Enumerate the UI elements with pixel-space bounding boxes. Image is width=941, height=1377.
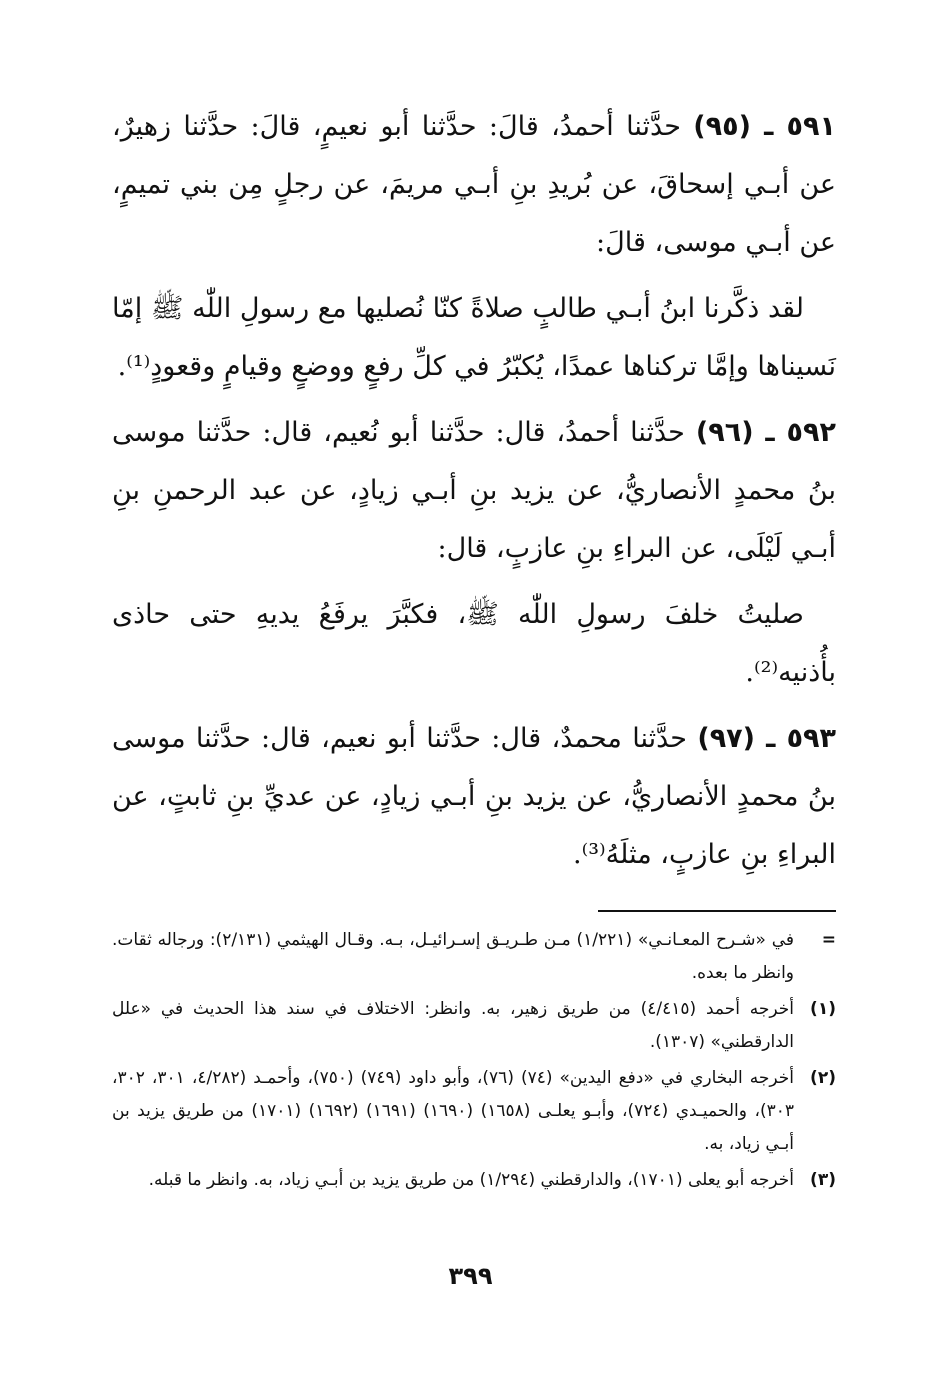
hadith-number: ٥٩٢ ـ (٩٦): [695, 417, 836, 448]
footnote-marker: (٢): [810, 1068, 836, 1088]
footnote-separator-wrap: [112, 892, 836, 924]
hadith-text: حدَّثنا أحمدُ، قالَ: حدَّثنا أبو نعيمٍ، قالَ: حدَّثنا زهيرٌ، عن أبـي إسحاقَ، عن بُريدِ بنِ أبـي مريمَ، عن رجلٍ مِن بني تميمٍ، عن أبـي موسى، قالَ:: [112, 111, 836, 258]
footnote-marker: (٣): [810, 1170, 836, 1190]
hadith-593: [112, 710, 836, 884]
footnote-text: أخرجه أبو يعلى (١٧٠١)، والدارقطني (١/٢٩٤) من طريق يزيد بن أبـي زياد، به. وانظر ما قبله.: [148, 1170, 794, 1190]
hadith-text: حدَّثنا أحمدُ، قال: حدَّثنا أبو نُعيم، قال: حدَّثنا موسى بنُ محمدٍ الأنصاريُّ، عن يزيد بنِ أبـي زيادٍ، عن عبد الرحمنِ بنِ أبـي لَيْلَى، عن البراءِ بنِ عازبٍ، قال:: [112, 417, 836, 564]
hadith-number: ٥٩٣ ـ (٩٧): [697, 723, 837, 754]
page-number: ٣٩٩: [448, 1262, 493, 1290]
hadith-591: [112, 98, 836, 272]
footnote-text: أخرجه البخاري في «دفع اليدين» (٧٤) (٧٦)، وأبو داود (٧٤٩) (٧٥٠)، وأحمـد (٤/٢٨٢، ٣٠١، ٣٠٢، ٣٠٣)، والحميـدي (٧٢٤)، وأبـو يعلـى (١٦٥٨) (١٦٩٠) (١٦٩١) (١٦٩٢) (١٧٠١) من طريق يزيد بن أبـي زياد، به.: [112, 1068, 795, 1154]
hadith-592: [112, 404, 836, 578]
footnote-text: أخرجه أحمد (٤/٤١٥) من طريق زهير، به. وانظر: الاختلاف في سند هذا الحديث في «علل الدارقطني» (١٣٠٧).: [112, 999, 794, 1052]
footnote-separator: [598, 910, 836, 912]
footnote-marker: =: [821, 930, 836, 950]
page-body: [112, 98, 836, 1200]
footnote-1: [112, 993, 836, 1059]
footnote-marker: (١): [810, 999, 836, 1019]
hadith-591-matn: لقد ذكَّرنا ابنُ أبـي طالبٍ صلاةً كنّا نُصليها مع رسولِ اللّٰه ﷺ إمّا نَسيناها وإمَّا تركناها عمدًا، يُكبّرُ في كلِّ رفعٍ ووضعٍ وقيامٍ وقعودٍ⁽¹⁾.: [112, 293, 836, 382]
footnote-text: في «شـرح المعـانـي» (١/٢٢١) مـن طـريـق إسـرائيـل، بـه. وقـال الهيثمي (٢/١٣١): ورجاله ثقات. وانظر ما بعده.: [112, 930, 794, 983]
footnotes: [112, 924, 836, 1197]
footnote-continuation: [112, 924, 836, 990]
hadith-592-matn: صليتُ خلفَ رسولِ اللّٰه ﷺ، فكبَّرَ يرفَعُ يديهِ حتى حاذى بأُذنيه⁽²⁾.: [112, 599, 836, 688]
hadith-text: حدَّثنا محمدٌ، قال: حدَّثنا أبو نعيم، قال: حدَّثنا موسى بنُ محمدٍ الأنصاريُّ، عن يزيد بنِ أبـي زيادٍ، عن عديِّ بنِ ثابتٍ، عن البراءِ بنِ عازبٍ، مثلَهُ⁽³⁾.: [112, 723, 836, 870]
footnote-3: [112, 1164, 836, 1197]
hadith-number: ٥٩١ ـ (٩٥): [693, 111, 836, 142]
footnote-2: [112, 1062, 836, 1161]
